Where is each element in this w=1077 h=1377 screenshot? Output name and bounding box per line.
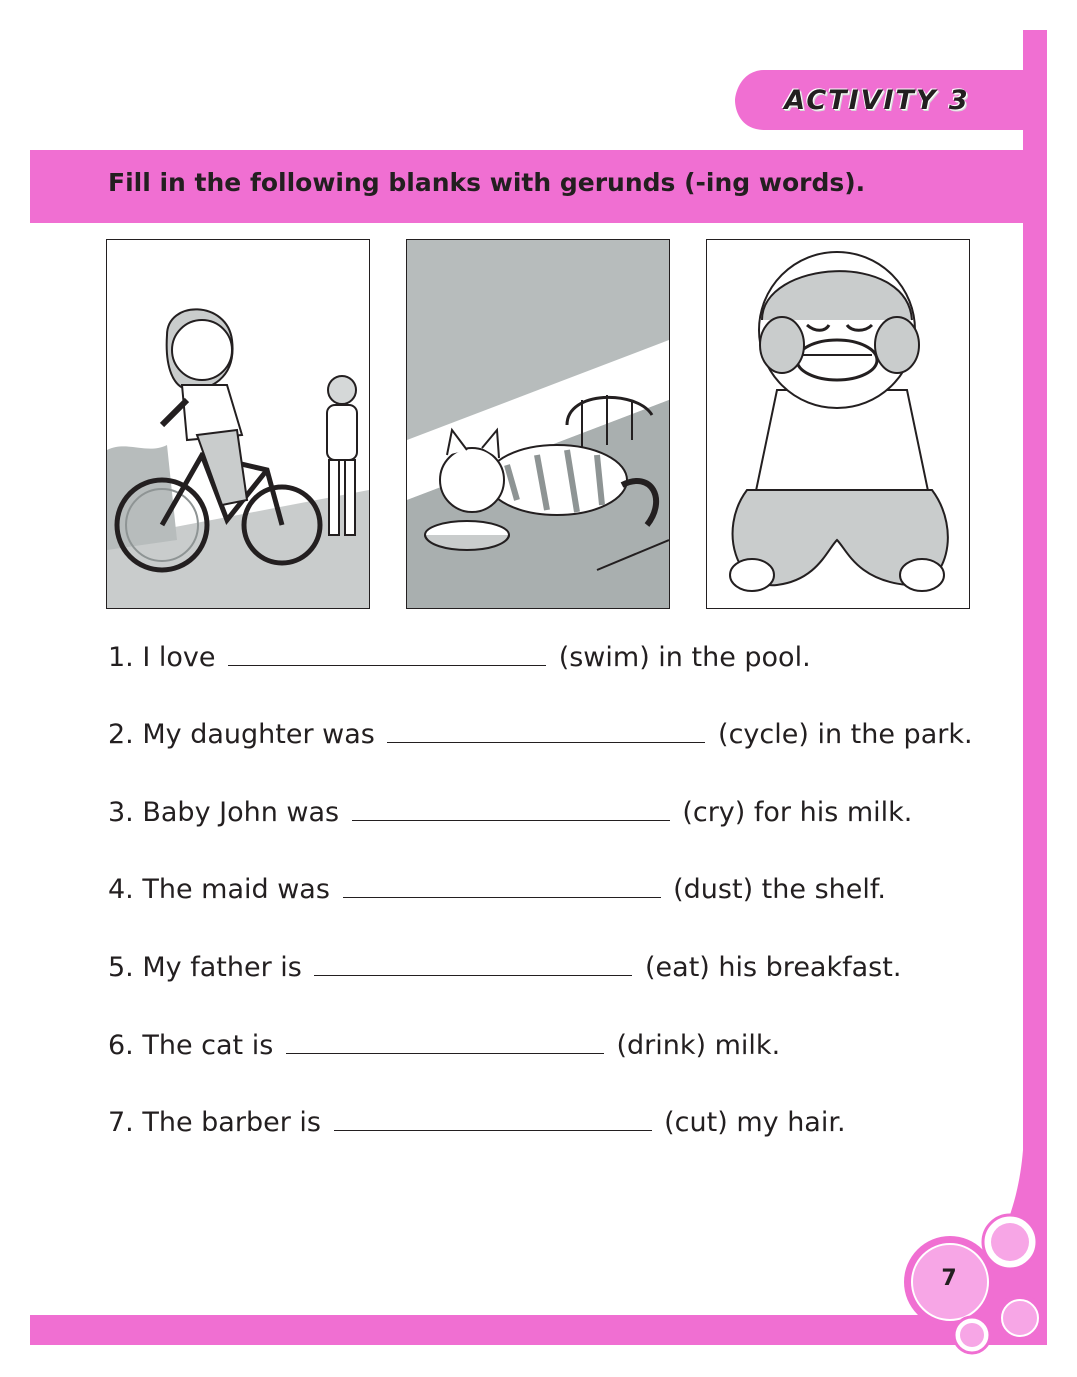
question-text: Baby John was (142, 797, 340, 828)
question-hint: (eat) his breakfast. (645, 952, 902, 983)
answer-blank[interactable] (286, 1031, 604, 1054)
question-text: My father is (142, 952, 302, 983)
answer-blank[interactable] (228, 643, 546, 666)
question-number: 1. (108, 642, 134, 673)
answer-blank[interactable] (387, 720, 705, 743)
question-2 (108, 719, 973, 750)
question-text: I love (142, 642, 216, 673)
question-text: The barber is (142, 1107, 321, 1138)
question-number: 4. (108, 874, 134, 905)
question-hint: (cry) for his milk. (682, 797, 913, 828)
question-5 (108, 952, 901, 983)
instruction-text: Fill in the following blanks with gerunds (-ing words). (108, 168, 866, 197)
answer-blank[interactable] (352, 798, 670, 821)
question-6 (108, 1030, 780, 1061)
girl-cycling-illustration (106, 239, 370, 609)
question-hint: (cut) my hair. (664, 1107, 846, 1138)
question-text: The maid was (142, 874, 330, 905)
question-hint: (swim) in the pool. (558, 642, 811, 673)
question-number: 5. (108, 952, 134, 983)
question-text: The cat is (142, 1030, 274, 1061)
question-number: 3. (108, 797, 134, 828)
answer-blank[interactable] (343, 875, 661, 898)
answer-blank[interactable] (314, 953, 632, 976)
page-number: 7 (941, 1266, 957, 1291)
question-number: 6. (108, 1030, 134, 1061)
question-4 (108, 874, 886, 905)
question-7 (108, 1107, 846, 1138)
question-hint: (drink) milk. (616, 1030, 781, 1061)
activity-title: ACTIVITY 3 (784, 84, 970, 116)
question-number: 2. (108, 719, 134, 750)
baby-crying-illustration (706, 239, 970, 609)
question-text: My daughter was (142, 719, 375, 750)
question-hint: (dust) the shelf. (673, 874, 886, 905)
cat-drinking-milk-illustration (406, 239, 670, 609)
answer-blank[interactable] (334, 1108, 652, 1131)
question-3 (108, 797, 912, 828)
question-hint: (cycle) in the park. (718, 719, 973, 750)
question-number: 7. (108, 1107, 134, 1138)
question-1 (108, 642, 811, 673)
